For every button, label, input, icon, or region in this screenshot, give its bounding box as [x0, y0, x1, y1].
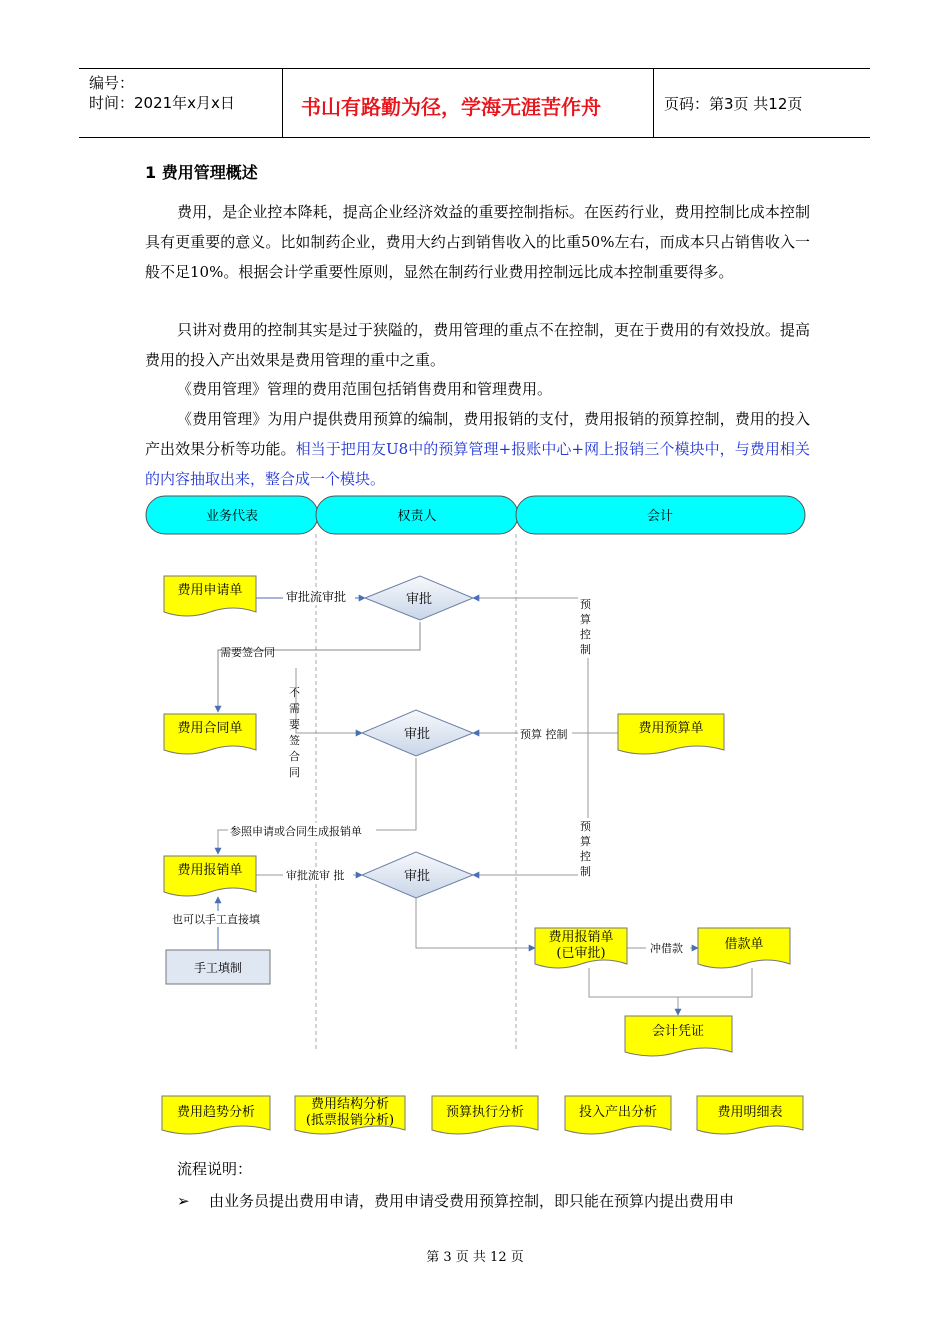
doc-apply-label: 费用申请单	[177, 583, 243, 598]
svg-text:控: 控	[580, 850, 591, 863]
analysis-trend: 费用趋势分析	[176, 1105, 256, 1120]
doc-voucher-label: 会计凭证	[651, 1024, 705, 1039]
diamond-labels	[404, 591, 432, 884]
svg-text:不: 不	[289, 686, 300, 699]
svg-text:预: 预	[580, 820, 591, 833]
paragraph-3: 《费用管理》管理的费用范围包括销售费用和管理费用。	[177, 380, 553, 398]
flow-caption: 流程说明：	[177, 1160, 253, 1178]
expense-flowchart	[140, 490, 815, 1150]
svg-text:制: 制	[580, 865, 591, 878]
page-footer: 第 3 页 共 12 页	[426, 1250, 524, 1265]
bullet-text: 由业务员提出费用申请，费用申请受费用预算控制，即只能在预算内提出费用申	[209, 1192, 735, 1210]
analysis-detail: 费用明细表	[717, 1105, 783, 1120]
analysis-budget-exec: 预算执行分析	[445, 1105, 525, 1120]
label-approve-flow-1: 审批流审批	[286, 590, 347, 604]
page-header	[79, 68, 870, 138]
manual-fill-label: 手工填制	[193, 961, 243, 975]
header-motto	[283, 69, 654, 137]
paragraph-4-highlight: 相当于把用友U8中的预算管理+报账中心+网上报销三个模块中，与费用相关的内容抽取出来，整合成一个模块。	[145, 439, 810, 488]
label-manual-fill: 也可以手工直接填	[172, 913, 260, 926]
connector-labels	[170, 587, 690, 956]
svg-text:制: 制	[580, 643, 591, 656]
svg-text:算: 算	[580, 835, 591, 848]
paragraph-2: 只讲对费用的控制其实是过于狭隘的，费用管理的重点不在控制，更在于费用的有效投放。提高费用的投入产出效果是费用管理的重中之重。	[145, 321, 810, 369]
motto-text: 书山有路勤为径，学海无涯苦作舟	[301, 95, 601, 119]
page-info-text: 页码：第3页 共12页	[664, 95, 803, 113]
doc-loan-label: 借款单	[724, 937, 764, 952]
analysis-structure-2: (抵票报销分析)	[305, 1113, 395, 1128]
swimlane-headers	[146, 496, 805, 534]
label-ref-generate: 参照申请或合同生成报销单	[230, 825, 362, 838]
header-meta	[79, 69, 283, 137]
doc-reimburse-label: 费用报销单	[177, 863, 243, 878]
header-page-info	[654, 69, 870, 137]
bullet-item	[177, 1190, 734, 1211]
svg-text:合: 合	[289, 750, 300, 763]
doc-reimburse-approved-label-2: (已审批)	[556, 946, 606, 961]
label-need-contract: 需要签合同	[220, 646, 275, 659]
lane-accounting-label: 会计	[646, 509, 674, 524]
label-offset-loan: 冲借款	[650, 942, 683, 955]
svg-text:需: 需	[289, 702, 300, 715]
paragraph-1: 费用，是企业控本降耗，提高企业经济效益的重要控制指标。在医药行业，费用控制比成本控制具有更重要的意义。比如制药企业，费用大约占到销售收入的比重50%左右，而成本只占销售收入一般不足10%。根据会计学重要性原则，显然在制药行业费用控制远比成本控制重要得多。	[145, 203, 810, 281]
time-label: 时间：2021年x月x日	[89, 94, 235, 112]
svg-text:算: 算	[580, 613, 591, 626]
svg-text:同: 同	[289, 766, 300, 779]
bullet-mark: ➢	[177, 1192, 190, 1210]
number-label: 编号：	[89, 74, 135, 92]
analysis-structure-1: 费用结构分析	[310, 1097, 390, 1112]
svg-text:预: 预	[580, 598, 591, 611]
section-title: 1 费用管理概述	[145, 163, 258, 182]
diamond-label-1: 审批	[405, 592, 433, 607]
analysis-input-output: 投入产出分析	[578, 1105, 658, 1120]
lane-authority-label: 权责人	[397, 509, 437, 524]
diamond-label-2: 审批	[403, 727, 431, 742]
svg-text:签: 签	[289, 734, 300, 747]
label-approve-flow-2: 审批流审 批	[286, 869, 345, 882]
diamond-label-3: 审批	[403, 869, 431, 884]
doc-reimburse-approved-label-1: 费用报销单	[548, 930, 614, 945]
lane-sales-label: 业务代表	[205, 509, 259, 524]
svg-text:控: 控	[580, 628, 591, 641]
doc-budget-label: 费用预算单	[638, 721, 704, 736]
paragraph-4-text: 《费用管理》为用户提供费用预算的编制，费用报销的支付，费用报销的预算控制，费用的投入产出效果分析等功能。	[145, 410, 810, 458]
paragraph-4	[145, 405, 810, 494]
svg-text:要: 要	[289, 718, 300, 731]
doc-contract-label: 费用合同单	[177, 721, 243, 736]
label-budget-ctrl-h: 预算 控制	[520, 728, 568, 741]
